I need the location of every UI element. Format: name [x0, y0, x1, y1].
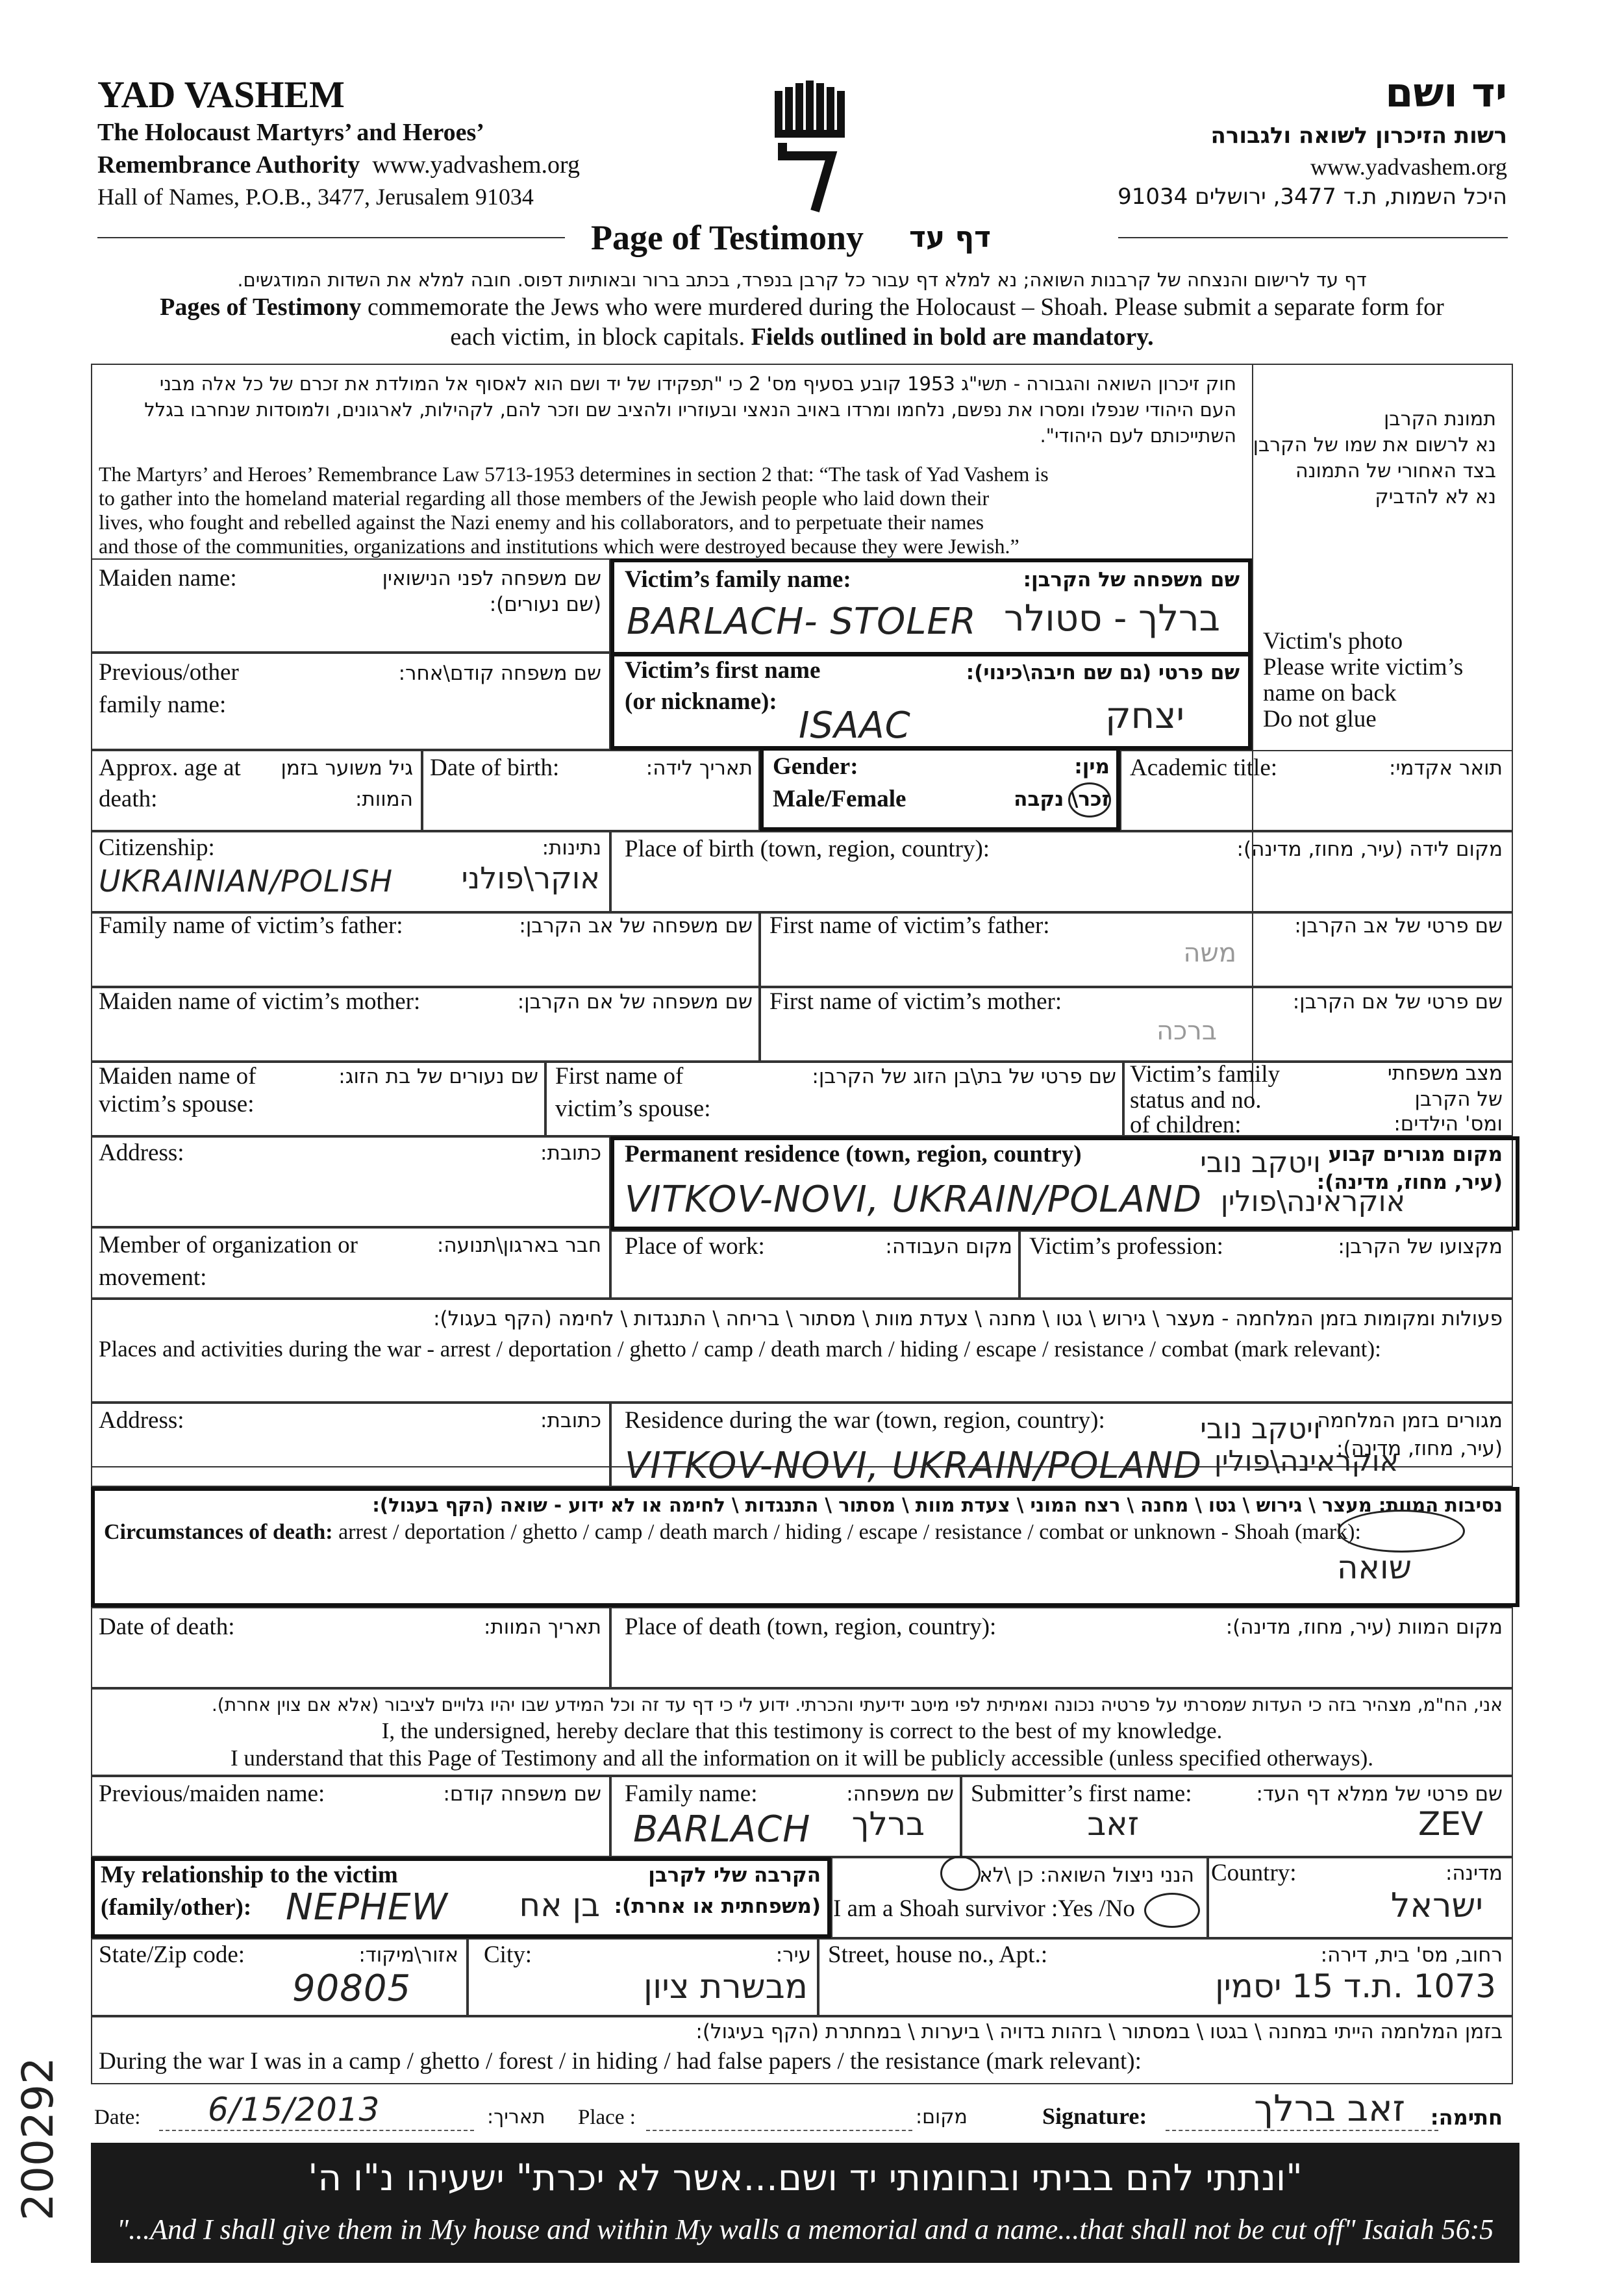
- photo-en-3: name on back: [1263, 680, 1397, 706]
- org-subtitle-en-2: Remembrance Authority www.yadvashem.org: [97, 151, 580, 179]
- photo-en-2: Please write victim’s: [1263, 654, 1464, 680]
- org-name-en: YAD VASHEM: [97, 73, 345, 116]
- declaration-en: I, the undersigned, hereby declare that this testimony is correct to the best of my knowledge. I understand that this Page of Testimony and all the information on it will be publicly accessible (unless specified otherways).: [230, 1718, 1374, 1771]
- war-address-label-he: כתובת:: [540, 1409, 601, 1432]
- photo-he-4: נא לא להדביק: [1375, 486, 1496, 508]
- pod-label-he: מקום המוות (עיר, מחוז, מדינה):: [1225, 1616, 1503, 1639]
- survivor-no-circle: [1144, 1893, 1200, 1928]
- law-en: The Martyrs’ and Heroes’ Remembrance Law 5713-1953 determines in section 2 that: “The task of Yad Vashem is to gather into the homeland material regarding all those members of the Jewish people who laid down their lives, who fought and rebelled against the Nazi enemy and his collaborators, and to perpetuate their names and those of the communities, organizations and institutions which were destroyed because they were Jewish.”: [99, 462, 1049, 558]
- workplace-label: Place of work:: [625, 1233, 765, 1260]
- header-divider-left: [97, 237, 565, 238]
- law-he-3: השתייכותם לעם היהודי".: [1040, 425, 1236, 447]
- family-name-label-he: שם משפחה של הקרבן:: [1023, 568, 1240, 592]
- street-label: Street, house no., Apt.:: [828, 1941, 1048, 1968]
- war-res-label: Residence during the war (town, region, country):: [625, 1407, 1105, 1434]
- first-name-label: Victim’s first name: [625, 657, 821, 684]
- war-res-label-he2: (עיר, מחוז, מדינה):: [1336, 1437, 1503, 1460]
- father-first-value: משה: [1183, 938, 1236, 968]
- address-label: Address:: [99, 1140, 184, 1166]
- age-label-he: גיל משוער בזמן: [281, 756, 413, 780]
- pod-label: Place of death (town, region, country):: [625, 1614, 997, 1640]
- page-title-he: דף עד: [909, 221, 992, 254]
- org-address-en: Hall of Names, P.O.B., 3477, Jerusalem 91034: [97, 184, 534, 210]
- address-label-he: כתובת:: [540, 1142, 601, 1165]
- family-name-value: BARLACH- STOLER: [627, 601, 977, 643]
- first-name-value-he: יצחק: [1105, 695, 1184, 737]
- family-status-label-he2: של הקרבן: [1414, 1088, 1503, 1111]
- activities-label-he: פעולות ומקומות בזמן המלחמה - מעצר \ גירוש \ גטו \ מחנה \ צעדת מוות \ מסתור \ בריחה \ התנגדות \ לחימה (הקף בעגול):: [433, 1307, 1503, 1330]
- relationship-label-2: (family/other):: [101, 1894, 252, 1921]
- submitter-family-value-he: ברלך: [851, 1805, 925, 1843]
- father-family-label-he: שם משפחה של אב הקרבן:: [519, 914, 753, 938]
- prev-name-label: Previous/other: [99, 659, 239, 686]
- first-name-label-2: (or nickname):: [625, 688, 777, 715]
- yad-vashem-logo: [769, 78, 847, 214]
- submitter-prev-label: Previous/maiden name:: [99, 1780, 325, 1807]
- street-label-he: רחוב, מס' בית, דירה:: [1320, 1943, 1503, 1967]
- war-res-value: VITKOV-NOVI, UKRAIN/POLAND: [625, 1445, 1202, 1487]
- submitter-prev-label-he: שם משפחה קודם:: [443, 1782, 601, 1806]
- member-org-label-he: חבר בארגון\תנועה:: [436, 1234, 601, 1257]
- gender-label: Gender:: [773, 753, 858, 780]
- country-value: ישראל: [1390, 1886, 1483, 1925]
- perm-res-value-he: ויטקב נובי: [1200, 1146, 1321, 1179]
- first-name-value: ISAAC: [799, 705, 911, 747]
- city-value: מבשרת ציון: [643, 1967, 808, 2006]
- family-name-value-he: ברלך - סטולר: [1003, 597, 1220, 640]
- mother-maiden-label: Maiden name of victim’s mother:: [99, 988, 421, 1015]
- perm-res-label: Permanent residence (town, region, country): [625, 1141, 1082, 1167]
- family-status-label-3: of children:: [1130, 1112, 1242, 1138]
- date-value[interactable]: 6/15/2013: [208, 2091, 381, 2128]
- survivor-label-he: הנני ניצול השואה: כן \לא: [979, 1864, 1194, 1887]
- date-label-he: תאריך:: [487, 2106, 545, 2128]
- family-name-label: Victim’s family name:: [625, 566, 851, 593]
- law-he-2: העם היהודי שנפלו ומסרו את נפשם, נלחמו ומרדו באויב הנאצי ובעוזריו ולהציב שם וזכר להם, לקהילות, לארגונים, ולמוסדות שנחרבו בגלל: [144, 399, 1236, 421]
- photo-he-1: תמונת הקרבן: [1384, 408, 1496, 430]
- relationship-label-he2: (משפחתית או אחרת):: [614, 1895, 821, 1918]
- maiden-name-label: Maiden name:: [99, 565, 237, 592]
- org-subtitle-en-1: The Holocaust Martyrs’ and Heroes’: [97, 119, 484, 146]
- place-label-he: מקום:: [916, 2106, 968, 2128]
- submitter-family-value: BARLACH: [633, 1808, 811, 1851]
- spouse-maiden-label-he: שם נעורים של בת הזוג:: [338, 1065, 538, 1088]
- father-family-label: Family name of victim’s father:: [99, 912, 403, 939]
- survivor-no-he-circle: [940, 1856, 981, 1891]
- mother-first-value: ברכה: [1156, 1016, 1217, 1046]
- father-first-label-he: שם פרטי של אב הקרבן:: [1294, 914, 1503, 938]
- workplace-label-he: מקום העבודה:: [885, 1235, 1012, 1258]
- relationship-label-he: הקרבה שלי לקרבן: [648, 1864, 821, 1887]
- photo-he-2: נא לרשום את שמו של הקרבן: [1253, 434, 1496, 456]
- org-subtitle-he: רשות הזיכרון לשואה ולגבורה: [1210, 123, 1507, 149]
- page-title-en: Page of Testimony: [591, 218, 864, 257]
- dob-label-he: תאריך לידה:: [645, 756, 753, 780]
- survivor-label: I am a Shoah survivor :Yes /No: [833, 1895, 1135, 1922]
- citizenship-label-he: נתינות:: [542, 836, 601, 860]
- gender-male-circle: [1068, 782, 1111, 817]
- org-name-he: יד ושם: [1385, 69, 1507, 116]
- pob-label: Place of birth (town, region, country):: [625, 836, 990, 862]
- pob-label-he: מקום לידה (עיר, מחוז, מדינה):: [1236, 838, 1503, 861]
- signature-label: Signature:: [1042, 2103, 1147, 2129]
- citizenship-value-he: אוקר\פולני: [461, 860, 600, 895]
- dod-label-he: תאריך המוות:: [483, 1616, 601, 1639]
- intro-he: דף עד לרישום והנצחה של קרבנות השואה; נא למלא דף עבור כל קרבן בנפרד, בכתב ברור ובאותיות דפוס. חובה למלא את השדות המודגשים.: [237, 269, 1367, 291]
- relationship-value-he: בן אח: [519, 1886, 600, 1924]
- country-label: Country:: [1211, 1860, 1297, 1886]
- perm-res-label-he2: (עיר, מחוז, מדינה):: [1316, 1171, 1503, 1194]
- family-status-label: Victim’s family: [1130, 1061, 1281, 1088]
- footer-verse-en: "...And I shall give them in My house and within My walls a memorial and a name...that shall not be cut off" Isaiah 56:5: [116, 2214, 1494, 2245]
- footer-verse-he: "ונתתי להם בביתי ובחומותי יד ושם...אשר לא יכרת" ישעיהו נ"ו ה': [308, 2157, 1303, 2199]
- photo-en-1: Victim's photo: [1263, 628, 1403, 655]
- dob-label: Date of birth:: [430, 755, 560, 781]
- submitter-family-label-he: שם משפחה:: [846, 1782, 954, 1806]
- prev-name-label-2: family name:: [99, 692, 227, 718]
- zip-label: State/Zip code:: [99, 1941, 245, 1968]
- submitter-first-value-2: ZEV: [1418, 1805, 1483, 1843]
- member-org-label-2: movement:: [99, 1264, 207, 1291]
- intro-en: Pages of Testimony commemorate the Jews who were murdered during the Holocaust – Shoah. Please submit a separate form for each victim, in block capitals. Fields outlined in bold are mandatory.: [160, 293, 1444, 351]
- submitter-first-value: זאב: [1087, 1805, 1139, 1843]
- country-label-he: מדינה:: [1445, 1862, 1503, 1885]
- city-label-he: עיר:: [775, 1943, 811, 1967]
- war-address-label: Address:: [99, 1407, 184, 1434]
- place-label: Place :: [578, 2106, 636, 2129]
- age-label-2: death:: [99, 786, 158, 812]
- death-circ-value: שואה: [1336, 1549, 1412, 1586]
- photo-he-3: בצד האחורי של התמונה: [1295, 460, 1496, 482]
- death-circ-label-he: נסיבות המוות: מעצר \ גירוש \ גטו \ מחנה \ רצח המוני \ צעדת מוות \ מסתור \ התנגדות \ לחימה או לא ידוע - שואה (הקף בעגול):: [372, 1494, 1503, 1516]
- perm-res-value: VITKOV-NOVI, UKRAIN/POLAND: [625, 1179, 1202, 1221]
- relationship-value: NEPHEW: [286, 1886, 448, 1928]
- spouse-first-label-he: שם פרטי של בת\בן הזוג של הקרבן:: [812, 1065, 1116, 1088]
- zip-label-he: אזור\מיקוד:: [358, 1943, 458, 1967]
- dod-label: Date of death:: [99, 1614, 235, 1640]
- mother-maiden-label-he: שם משפחה של אם הקרבן:: [517, 990, 753, 1014]
- spouse-first-label: First name of: [555, 1063, 684, 1090]
- maiden-name-label-he: שם משפחה לפני הנישואין: [382, 567, 601, 590]
- member-org-label: Member of organization or: [99, 1232, 358, 1258]
- profession-label: Victim’s profession:: [1029, 1233, 1223, 1260]
- declaration-he: אני, הח"מ, מצהיר בזה כי העדות שמסרתי על פרטיה נכונה ואמיתית לפי מיטב ידיעתי והכרתי. ידוע לי כי דף עד זה וכל המידע שבו יהיו גלויים לציבור (אלא אם צוין אחרת).: [211, 1694, 1503, 1716]
- url-he: www.yadvashem.org: [1310, 154, 1507, 180]
- prev-name-label-he: שם משפחה קודם\אחר:: [398, 662, 601, 685]
- gender-label-he2: זכר\ נקבה: [1014, 788, 1110, 811]
- photo-en-4: Do not glue: [1263, 706, 1377, 732]
- spouse-maiden-label: Maiden name of: [99, 1063, 256, 1090]
- gender-label-he: מין:: [1074, 755, 1110, 779]
- death-circ-label: Circumstances of death: arrest / deportation / ghetto / camp / death march / hiding / escape / resistance / combat or unknown - Shoah (mark):: [104, 1520, 1361, 1544]
- war-res-value-he: ויטקב נובי: [1200, 1412, 1321, 1445]
- org-address-he: היכל השמות, ת.ד 3477, ירושלים 91034: [1118, 184, 1507, 210]
- age-label: Approx. age at: [99, 755, 241, 781]
- age-label-he2: המוות:: [355, 788, 413, 811]
- submitter-first-label: Submitter’s first name:: [971, 1780, 1192, 1807]
- date-line: [159, 2130, 474, 2131]
- war-place-label: During the war I was in a camp / ghetto / forest / in hiding / had false papers / the resistance (mark relevant):: [99, 2048, 1142, 2075]
- profession-label-he: מקצועו של הקרבן:: [1338, 1235, 1503, 1258]
- maiden-name-label-he2: (שם נעורים):: [489, 593, 601, 616]
- zip-value: 90805: [292, 1967, 412, 2010]
- place-line[interactable]: [646, 2130, 912, 2131]
- margin-number: 200292: [13, 2057, 63, 2221]
- perm-res-label-he: מקום מגורים קבוע: [1328, 1143, 1503, 1166]
- citizenship-value: UKRAINIAN/POLISH: [99, 864, 394, 899]
- mother-first-label-he: שם פרטי של אם הקרבן:: [1292, 990, 1503, 1014]
- date-label: Date:: [94, 2106, 141, 2129]
- academic-label-he: תואר אקדמי:: [1389, 756, 1503, 780]
- gender-label-2: Male/Female: [773, 786, 906, 812]
- submitter-first-label-he: שם פרטי של ממלא דף העד:: [1256, 1782, 1503, 1806]
- shoah-circle: [1338, 1510, 1465, 1553]
- street-value: 1073 .ת.ד 15 יסמין: [1215, 1967, 1496, 2005]
- war-res-label-he: מגורים בזמן המלחמה: [1317, 1409, 1503, 1432]
- signature-label-he: חתימה:: [1430, 2105, 1503, 2130]
- submitter-family-label: Family name:: [625, 1780, 758, 1807]
- spouse-first-label-2: victim’s spouse:: [555, 1095, 711, 1122]
- relationship-label: My relationship to the victim: [101, 1862, 398, 1888]
- war-res-value-he2: אוקראינה\פולין: [1214, 1445, 1399, 1478]
- mother-first-label: First name of victim’s mother:: [769, 988, 1062, 1015]
- perm-res-value-he2: אוקראינה\פולין: [1220, 1185, 1405, 1218]
- city-label: City:: [484, 1941, 532, 1968]
- signature-line[interactable]: [1166, 2130, 1438, 2131]
- spouse-maiden-label-2: victim’s spouse:: [99, 1091, 255, 1117]
- family-status-label-he: מצב משפחתי: [1387, 1062, 1503, 1085]
- law-he-1: חוק זיכרון השואה והגבורה - תשי"ג 1953 קובע בסעיף מס' 2 כי "תפקידו של יד ושם הוא לאסוף אל המולדת את זכרם של כל אלה מבני: [159, 373, 1236, 395]
- signature-value: זאב ברלך: [1254, 2088, 1405, 2130]
- first-name-label-he: שם פרטי (גם שם חיבה\כינוי):: [966, 661, 1240, 684]
- citizenship-label: Citizenship:: [99, 834, 215, 861]
- war-place-label-he: בזמן המלחמה הייתי במחנה \ בגטו \ במסתור \ בזהות בדויה \ ביערות \ במחתרת (הקף בעיגול):: [695, 2020, 1503, 2043]
- father-first-label: First name of victim’s father:: [769, 912, 1050, 939]
- academic-label: Academic title:: [1130, 755, 1278, 781]
- activities-label: Places and activities during the war - arrest / deportation / ghetto / camp / death march / hiding / escape / resistance / combat (mark relevant):: [99, 1336, 1381, 1362]
- family-status-label-2: status and no.: [1130, 1087, 1262, 1114]
- header-divider-right: [1118, 237, 1508, 238]
- family-status-label-he3: ומס' הילדים:: [1394, 1112, 1503, 1136]
